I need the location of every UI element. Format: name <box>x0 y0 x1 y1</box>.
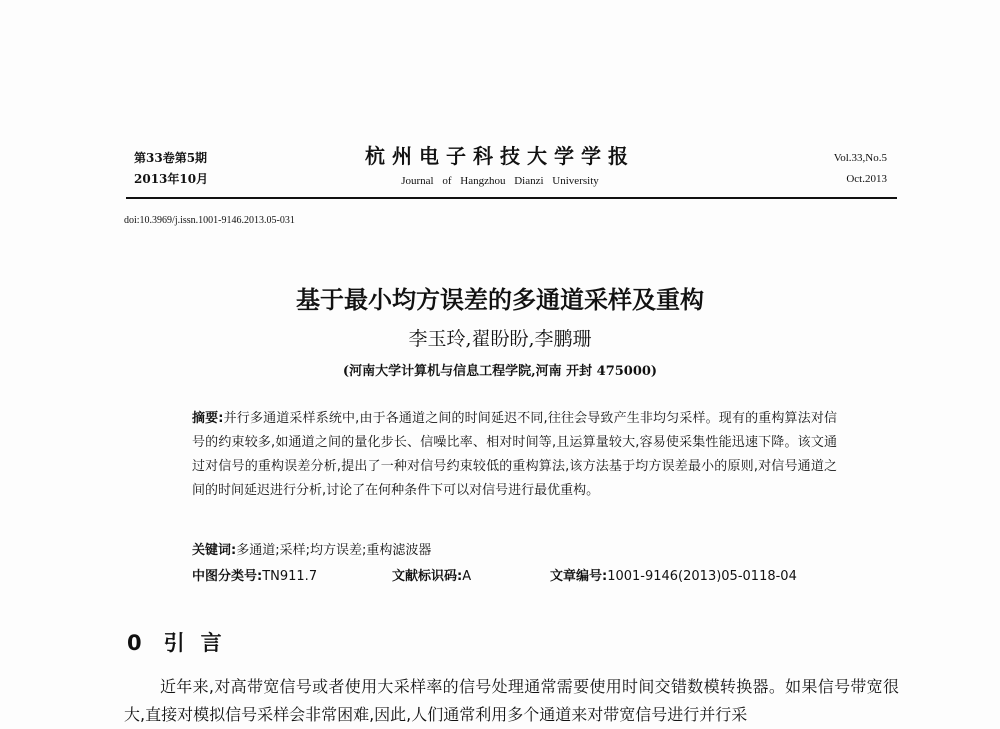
header-rule <box>126 197 897 199</box>
paper-authors: 李玉玲,翟盼盼,李鹏珊 <box>408 328 592 350</box>
journal-title-cn: 杭州电子科技大学学报 <box>365 144 635 168</box>
keywords-text: 多通道;采样;均方误差;重构滤波器 <box>236 543 432 558</box>
issue-info-en <box>834 148 887 190</box>
abstract-text: 并行多通道采样系统中,由于各通道之间的时间延迟不同,往往会导致产生非均匀采样。现有的重构算法对信号的约束较多,如通道之间的量化步长、信噪比率、相对时间等,且运算量较大,容易使采集性能迅速下降。该文通过对信号的重构误差分析,提出了一种对信号约束较低的重构算法,该方法基于均方误差最小的原则,对信号通道之间的时间延迟进行分析,讨论了在何种条件下可以对信号进行最优重构。 <box>192 411 837 498</box>
document-code-value: A <box>462 569 472 584</box>
date-en: Oct.2013 <box>846 173 887 185</box>
clc-value: TN911.7 <box>262 569 318 584</box>
section-heading <box>127 627 238 657</box>
section-title: 引言 <box>163 631 238 655</box>
date-cn: 2013年10月 <box>134 172 209 186</box>
clc-label: 中图分类号: <box>192 569 263 584</box>
journal-masthead <box>300 140 700 187</box>
keywords <box>192 539 431 558</box>
abstract <box>192 407 837 503</box>
article-number-value: 1001-9146(2013)05-0118-04 <box>607 569 797 584</box>
document-code <box>392 565 471 584</box>
keywords-label: 关键词: <box>192 543 237 558</box>
body-paragraph: 近年来,对高带宽信号或者使用大采样率的信号处理通常需要使用时间交错数模转换器。如果信号带宽很大,直接对模拟信号采样会非常困难,因此,人们通常利用多个通道来对带宽信号进行并行采 <box>124 677 899 724</box>
volume-issue-cn: 第33卷第5期 <box>134 151 208 165</box>
doi: doi:10.3969/j.issn.1001-9146.2013.05-031 <box>124 215 295 226</box>
abstract-label: 摘要: <box>192 411 224 426</box>
section-number: 0 <box>127 631 142 655</box>
issue-info <box>134 148 208 190</box>
article-number-label: 文章编号: <box>550 569 608 584</box>
document-code-label: 文献标识码: <box>392 569 463 584</box>
clc-number <box>192 565 317 584</box>
paper-affiliation: (河南大学计算机与信息工程学院,河南 开封 475000) <box>342 364 658 379</box>
volume-issue-en: Vol.33,No.5 <box>833 152 887 164</box>
journal-title-en: Journal of Hangzhou Dianzi University <box>401 175 599 187</box>
paper-title: 基于最小均方误差的多通道采样及重构 <box>296 286 704 314</box>
article-number <box>550 565 797 584</box>
